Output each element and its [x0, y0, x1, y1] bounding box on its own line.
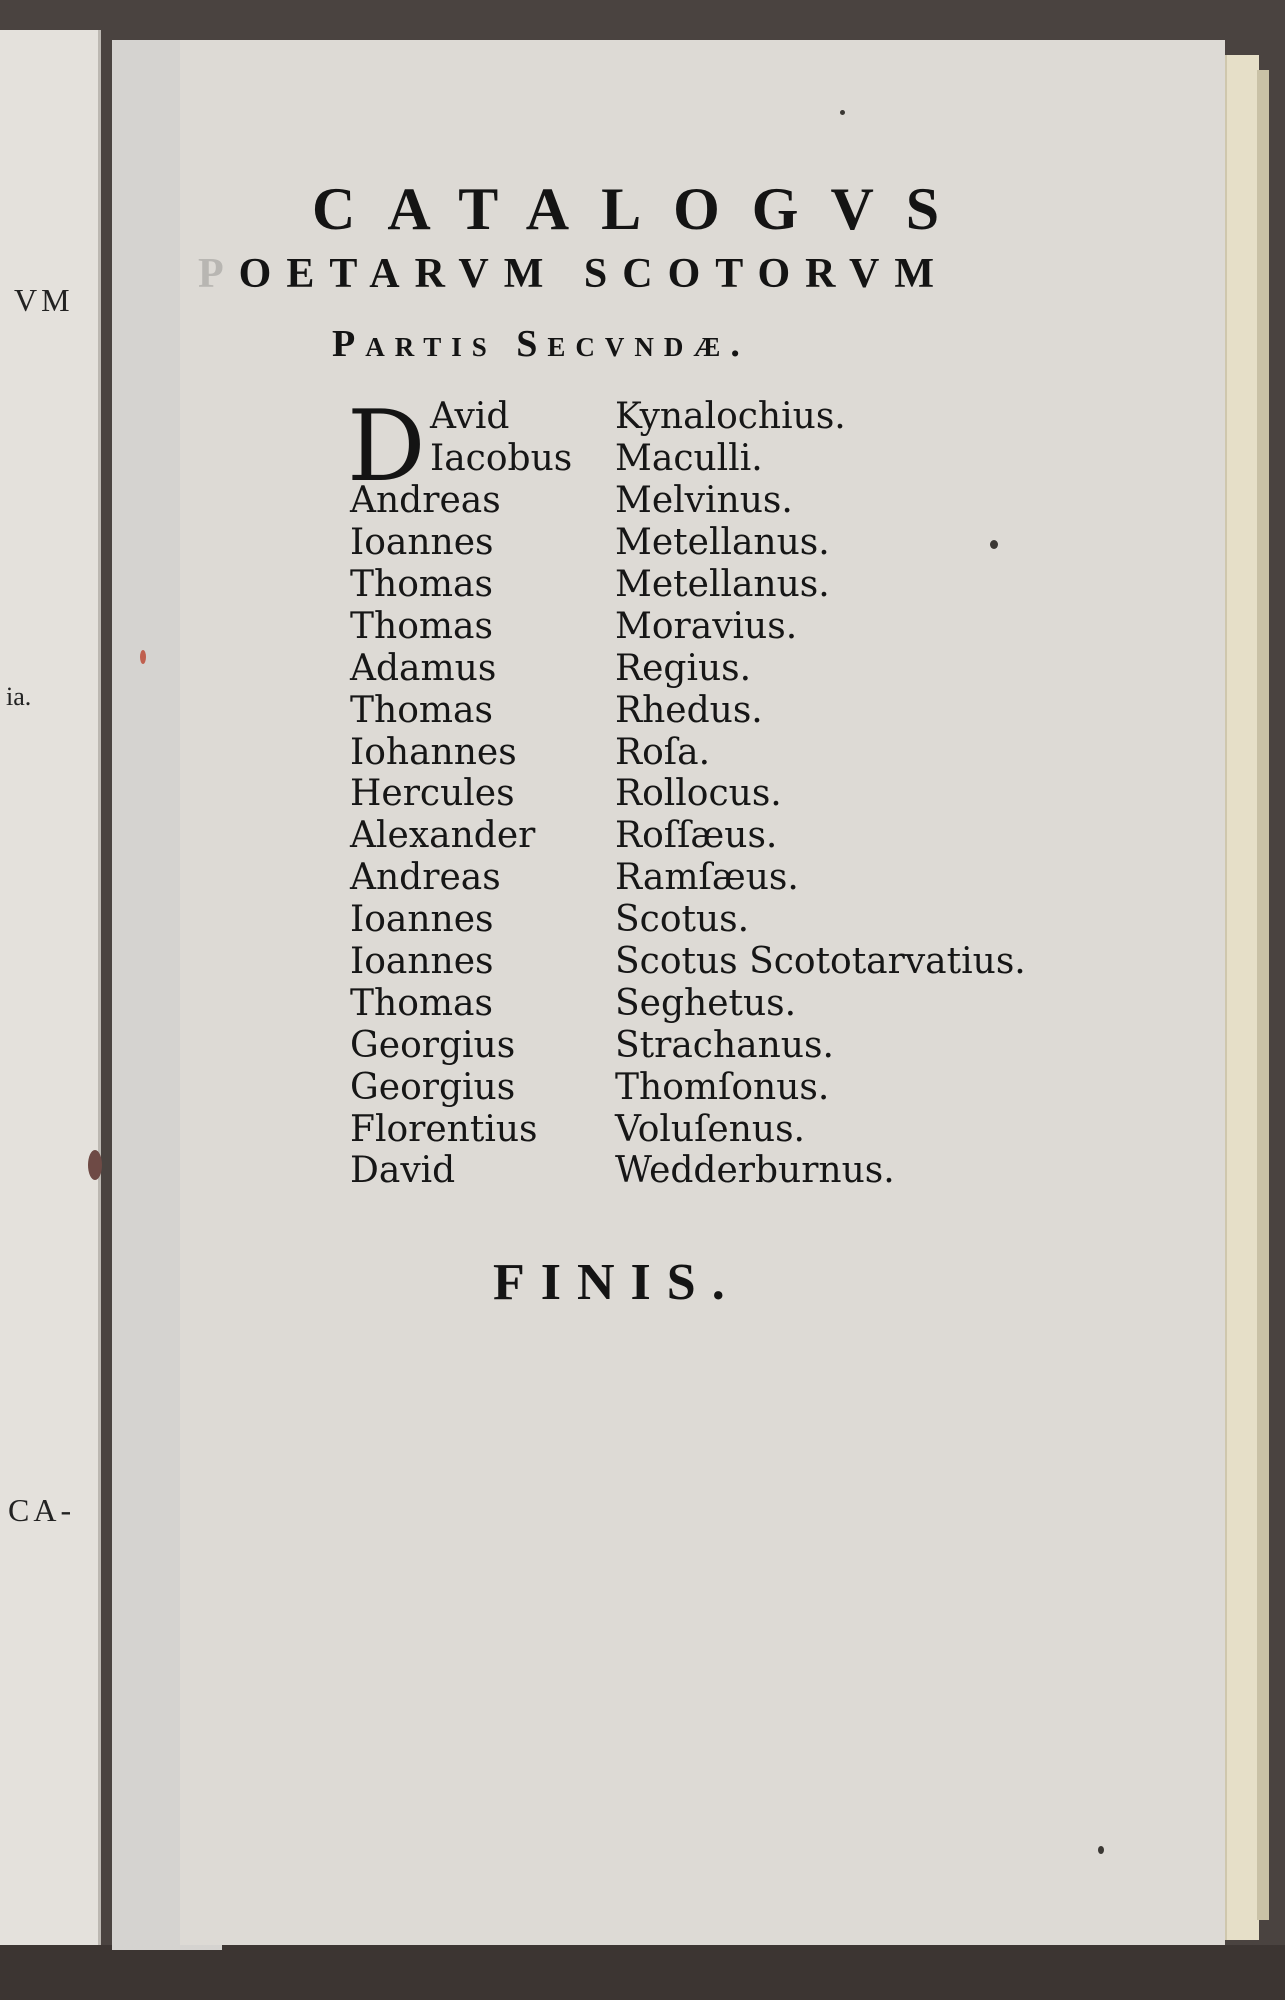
poet-first-name: Ioannes — [350, 522, 494, 564]
dropcap-initial: D — [347, 390, 426, 504]
poet-first-name: Alexander — [350, 815, 536, 857]
poet-row — [350, 1024, 1026, 1066]
poet-last-name: Metellanus. — [615, 522, 830, 564]
left-page-fragment-mid: ia. — [6, 682, 32, 711]
poet-row — [350, 564, 1026, 606]
poet-first-name: Hercules — [350, 773, 515, 815]
page-fore-edge-shadow — [1257, 70, 1269, 1920]
poet-row — [350, 480, 1026, 522]
poet-last-name: Voluſenus. — [615, 1108, 805, 1150]
page-title: CATALOGVS — [312, 176, 972, 242]
poet-last-name: Ramſæus. — [615, 857, 799, 899]
ink-speck — [1098, 1846, 1104, 1854]
poet-first-name: Andreas — [350, 857, 501, 899]
poet-row — [350, 522, 1026, 564]
subtitle-faded-initial: P — [198, 251, 239, 297]
left-page-fragment-bottom: CA- — [8, 1492, 76, 1528]
poet-first-name: Florentius — [350, 1108, 538, 1150]
poet-row — [350, 438, 1026, 480]
poet-row — [350, 941, 1026, 983]
poet-last-name: Scotus Scototarvatius. — [615, 941, 1026, 983]
poet-row — [350, 899, 1026, 941]
ink-speck — [840, 110, 845, 115]
poet-first-name: Thomas — [350, 982, 493, 1024]
poet-row — [350, 815, 1026, 857]
poet-first-name: Thomas — [350, 605, 493, 647]
poet-last-name: Roſſæus. — [615, 815, 778, 857]
poet-first-name: Ioannes — [350, 941, 494, 983]
poet-row — [350, 647, 1026, 689]
poet-first-name: David — [350, 1150, 456, 1192]
poet-last-name: Strachanus. — [615, 1024, 834, 1066]
poet-last-name: Thomſonus. — [615, 1066, 830, 1108]
poet-last-name: Moravius. — [615, 605, 798, 647]
poet-last-name: Rollocus. — [615, 773, 782, 815]
poet-row — [350, 857, 1026, 899]
poet-row — [350, 1150, 1026, 1192]
dark-stain — [88, 1150, 102, 1180]
poet-last-name: Roſa. — [615, 731, 711, 773]
poet-row — [350, 773, 1026, 815]
poet-last-name: Seghetus. — [615, 982, 797, 1024]
poet-row — [350, 1066, 1026, 1108]
left-page-edge — [0, 30, 101, 1945]
poet-first-name: Avid — [430, 396, 510, 438]
subtitle-text: OETARVM SCOTORVM — [238, 251, 950, 297]
poet-first-name: Ioannes — [350, 899, 494, 941]
poet-last-name: Kynalochius. — [615, 396, 846, 438]
poet-last-name: Rhedus. — [615, 689, 763, 731]
poet-row — [350, 1108, 1026, 1150]
poet-first-name: Georgius — [350, 1024, 516, 1066]
poet-last-name: Scotus. — [615, 899, 750, 941]
left-page-fragment-top: VM — [14, 282, 74, 318]
part-heading: Partis Secvndæ. — [332, 323, 750, 365]
poet-row — [350, 396, 1026, 438]
finis-heading: FINIS. — [493, 1254, 741, 1311]
poet-first-name: Georgius — [350, 1066, 516, 1108]
poet-last-name: Maculli. — [615, 438, 763, 480]
poet-last-name: Regius. — [615, 647, 752, 689]
poet-row — [350, 605, 1026, 647]
page-subtitle — [198, 250, 949, 298]
poet-last-name: Metellanus. — [615, 564, 830, 605]
poet-row — [350, 731, 1026, 773]
poet-row — [350, 982, 1026, 1024]
poet-list — [350, 396, 1026, 1192]
poet-first-name: Thomas — [350, 564, 493, 605]
book-binding — [0, 1945, 1285, 2000]
poet-first-name: Iacobus — [430, 438, 573, 480]
page-fore-edge — [1225, 55, 1259, 1940]
poet-first-name: Thomas — [350, 689, 493, 731]
poet-last-name: Wedderburnus. — [615, 1150, 895, 1192]
poet-last-name: Melvinus. — [615, 480, 793, 522]
poet-first-name: Adamus — [350, 647, 497, 689]
poet-first-name: Iohannes — [350, 731, 517, 773]
ink-speck — [990, 540, 998, 549]
red-stain — [140, 650, 146, 664]
poet-first-name: Andreas — [350, 480, 501, 522]
poet-row — [350, 689, 1026, 731]
